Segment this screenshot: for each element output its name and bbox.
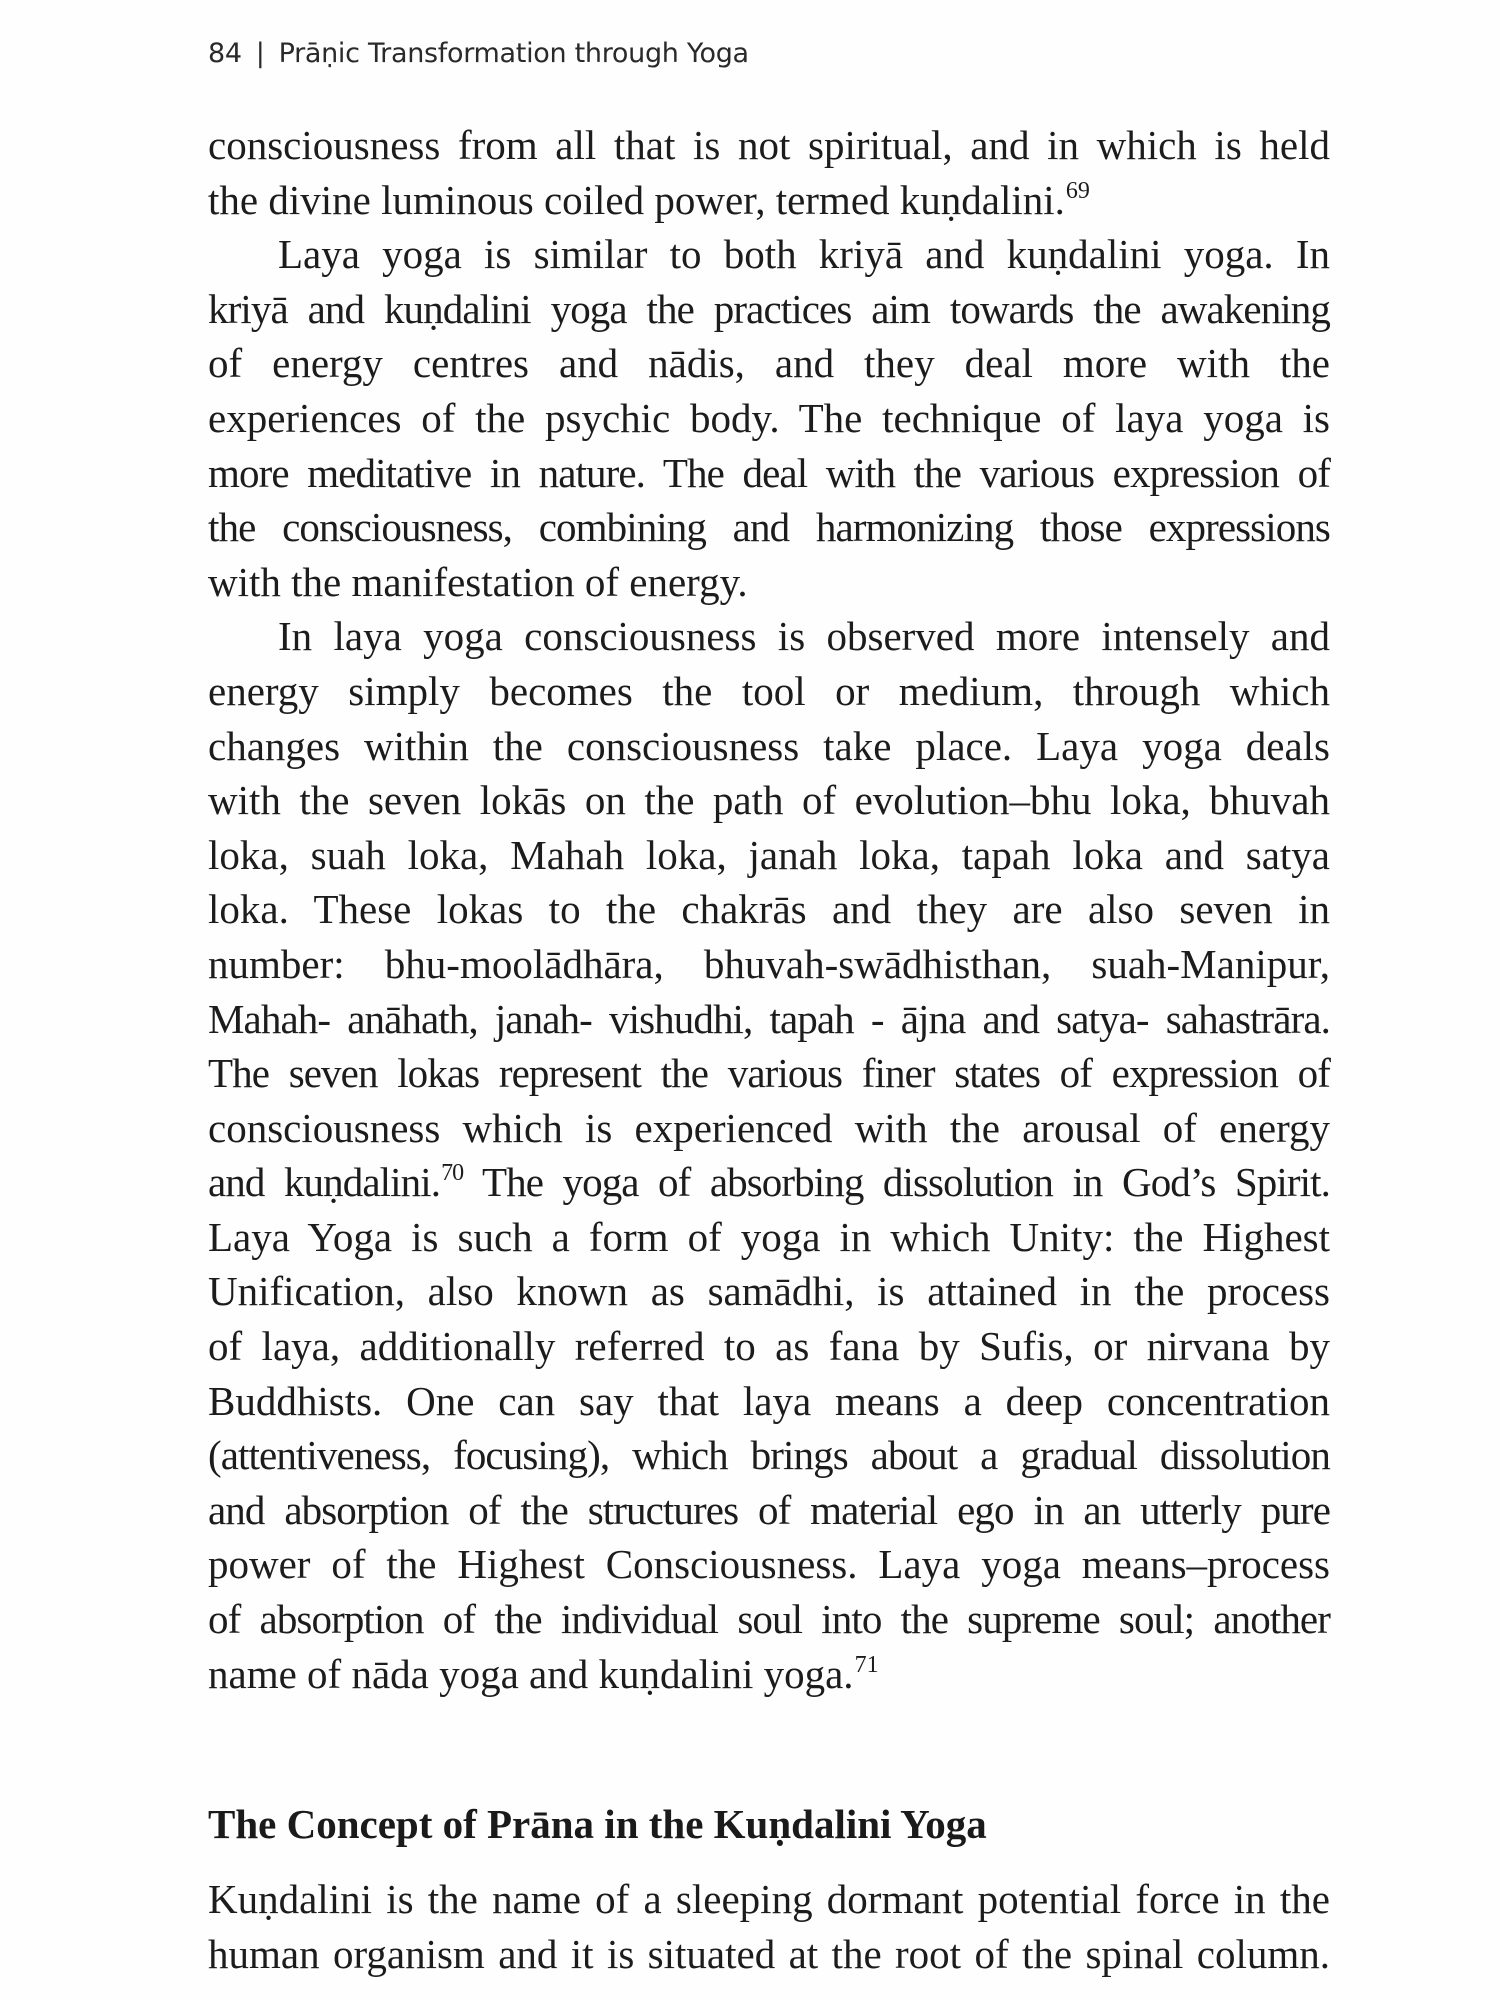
text-line: loka. These lokas to the chakrās and they are also seven in [208,886,1330,933]
text-line: Laya yoga is similar to both kriyā and kuṇdalini yoga. In [278,231,1330,278]
text-line: loka, suah loka, Mahah loka, janah loka, tapah loka and satya [208,831,1330,878]
section-body [208,1872,1330,1981]
text-line: and kuṇdalini.$^{70}$ The yoga of absorbing dissolution in God’s Spirit. [208,1159,1330,1206]
text-line: human organism and it is situated at the root of the spinal column. [208,1930,1330,1977]
text-line: with the manifestation of energy. [208,558,748,605]
text-line: the divine luminous coiled power, termed kuṇdalini.$^{69}$ [208,176,1090,223]
text-line: changes within the consciousness take place. Laya yoga deals [208,722,1330,769]
footnote-ref-70[interactable]: 70 [441,1160,464,1187]
section-heading: The Concept of Prāna in the Kuṇdalini Yoga [208,1801,987,1847]
text-line: name of nāda yoga and kuṇdalini yoga.$^{71}$ [208,1650,879,1697]
footnote-ref-69[interactable]: 69 [1065,177,1090,204]
text-line: of energy centres and nādis, and they deal more with the [208,340,1330,387]
text-line: In laya yoga consciousness is observed more intensely and [278,613,1330,660]
header-separator: | [255,38,265,69]
text-line: consciousness from all that is not spiritual, and in which is held [208,122,1330,168]
text-line: (attentiveness, focusing), which brings about a gradual dissolution [208,1432,1330,1479]
text-line: of absorption of the individual soul into the supreme soul; another [208,1596,1330,1643]
text-line: with the seven lokās on the path of evolution–bhu loka, bhuvah [208,777,1330,824]
text-line: of laya, additionally referred to as fana by Sufis, or nirvana by [208,1323,1330,1370]
body-text [208,118,1330,1701]
text-line: energy simply becomes the tool or medium, through which [208,667,1330,714]
text-line: kriyā and kuṇdalini yoga the practices aim towards the awakening [208,285,1330,332]
page-number: 84 [208,38,242,69]
running-header [208,38,749,69]
text-line: Kuṇdalini is the name of a sleeping dormant potential force in the [208,1876,1330,1922]
text-line: Buddhists. One can say that laya means a deep concentration [208,1377,1330,1424]
text-line: The seven lokas represent the various finer states of expression of [208,1050,1330,1097]
paragraph-2 [208,227,1330,609]
paragraph-1 [208,118,1330,227]
text-line: number: bhu-moolādhāra, bhuvah-swādhisthan, suah-Manipur, [208,940,1330,987]
text-line: the consciousness, combining and harmonizing those expressions [208,504,1330,551]
paragraph-3 [208,609,1330,1701]
text-line: consciousness which is experienced with the arousal of energy [208,1104,1330,1151]
text-line: Laya Yoga is such a form of yoga in which Unity: the Highest [208,1213,1330,1260]
text-line: Unification, also known as samādhi, is attained in the process [208,1268,1330,1315]
text-line: and absorption of the structures of material ego in an utterly pure [208,1486,1330,1533]
text-line: power of the Highest Consciousness. Laya yoga means–process [208,1541,1330,1588]
text-line: more meditative in nature. The deal with the various expression of [208,449,1330,496]
text-line: experiences of the psychic body. The technique of laya yoga is [208,394,1330,441]
footnote-ref-71[interactable]: 71 [854,1651,879,1678]
text-line: Mahah- anāhath, janah- vishudhi, tapah - ājna and satya- sahastrāra. [208,995,1330,1042]
running-title: Prāṇic Transformation through Yoga [278,38,749,69]
